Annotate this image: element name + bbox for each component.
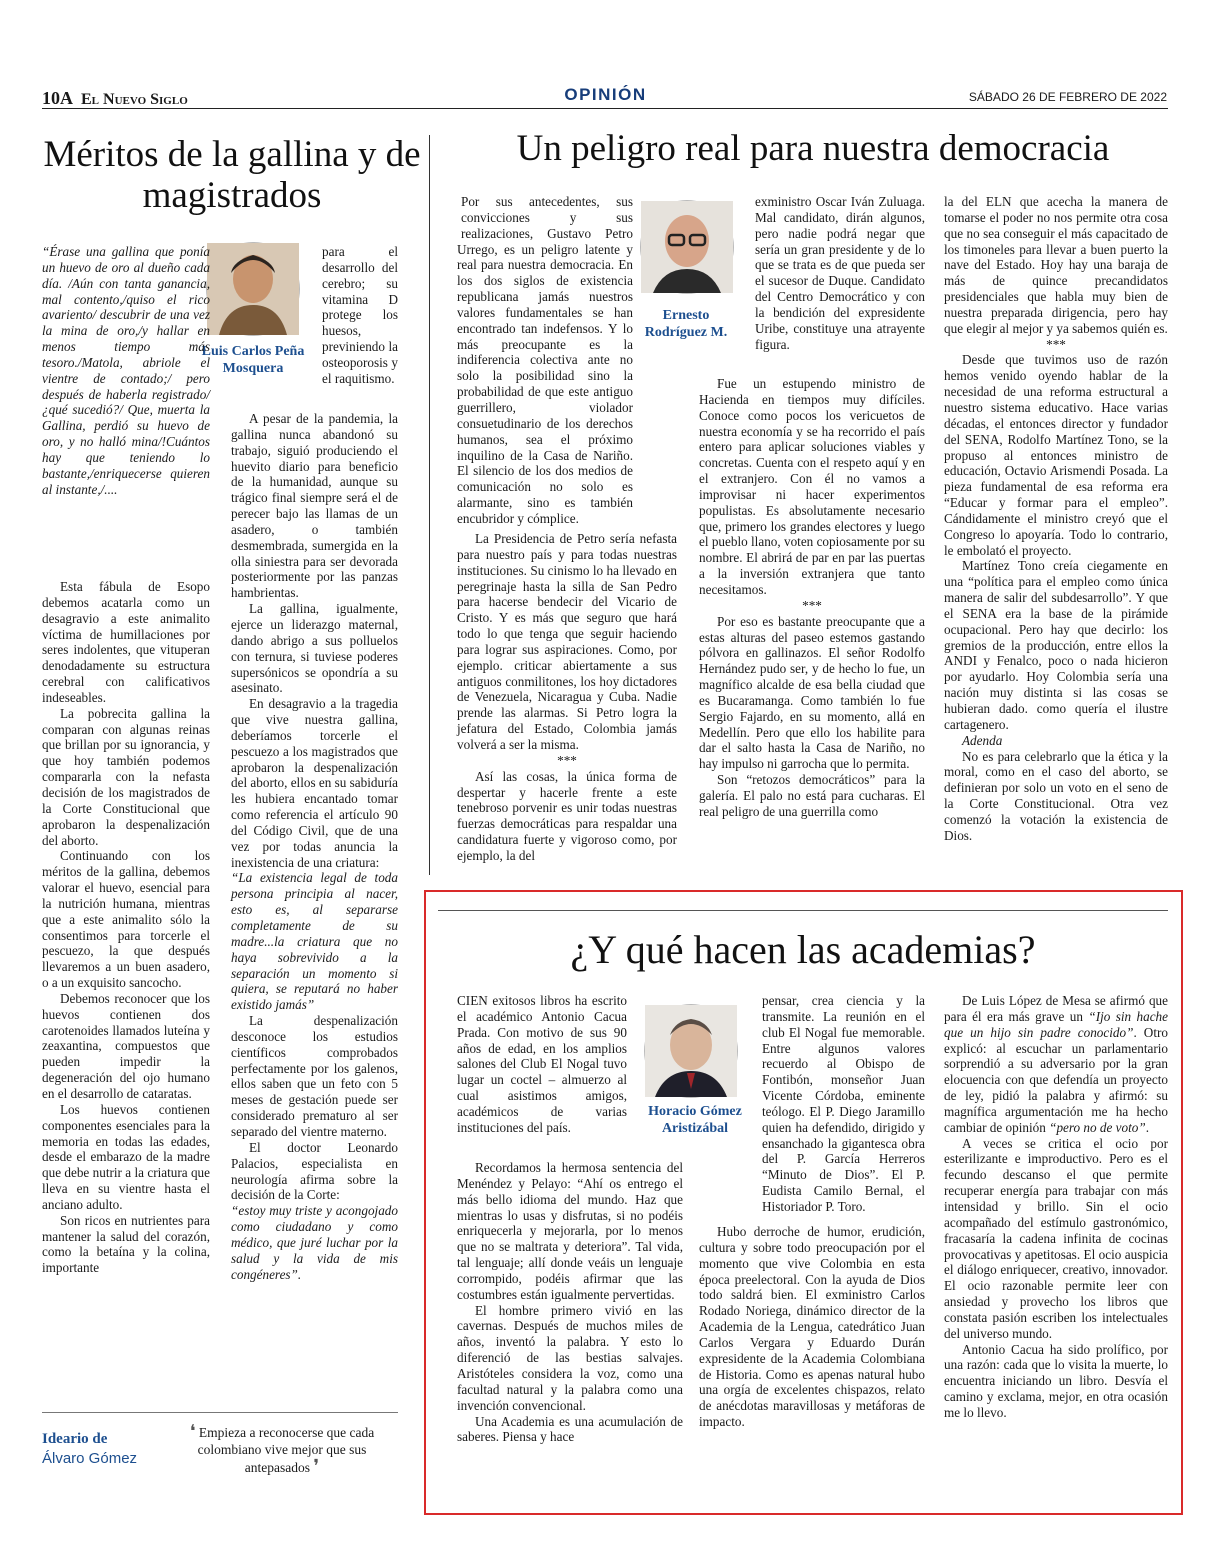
- paragraph-lead: CIEN exitosos libros ha escrito el académico Antonio Cacua Prada. Con motivo de sus 90 años de edad, en los amplios salones del Club El Nogal tuvo lugar un coctel – almuerzo al cual asistimos amigos, académicos de varias instituciones del país.: [457, 993, 627, 1135]
- portrait-icon: [645, 1005, 737, 1097]
- portrait-icon: [207, 243, 299, 335]
- article-left-col1: [42, 386, 210, 1404]
- paragraph: Una Academia es una acumulación de saberes. Piensa y hace: [457, 1413, 683, 1445]
- separator: ***: [802, 597, 822, 613]
- paragraph: Debemos reconocer que los huevos contienen dos carotenoides llamados luteína y zeaxantina, compuestos que pueden impedir la degeneración del ojo humano en el desarrollo de cataratas.: [42, 990, 210, 1101]
- issue-date: SÁBADO 26 DE FEBRERO DE 2022: [968, 90, 1167, 104]
- civil-code-quote: “La existencia legal de toda persona principia al nacer, esto es, al separarse completamente de su madre...la criatura que no haya sobrevivido a la separación un momento si quiera, se reputará no haber existido jamás”: [231, 870, 398, 1013]
- article-bottom-col1: [457, 1160, 683, 1480]
- ideario-name: Álvaro Gómez: [42, 1450, 138, 1467]
- article-bottom-author: Horacio Gómez Aristizábal: [648, 1104, 742, 1136]
- paragraph: A pesar de la pandemia, la gallina nunca abandonó su trabajo, siguió produciendo el huevito diario para beneficio de la humanidad, aunque su trágico final siempre será el de perecer bajo las llamas de un asadero, o también desmembrada, sumergida en la olla siniestra para ser devorada posteriormente por las panzas hambrientas.: [231, 411, 398, 601]
- article-left-quote-top: [42, 244, 210, 497]
- paragraph: La gallina, igualmente, ejerce un liderazgo maternal, dando abrigo a sus polluelos con ternura, si tuviese poderes supersónicos se opondría a su asesinato.: [231, 601, 398, 696]
- paragraph: En desagravio a la tragedia que vive nuestra gallina, deberíamos torcerle el pescuezo a los magistrados que aprobaron la despenalización del aborto, ellos en su sabiduría les hubiera encantado tomar como referencia el artículo 90 del Código Civil, que de una vez por todas anuncia la inexistencia de una criatura:: [231, 696, 399, 870]
- palacios-quote: “estoy muy triste y acongojado como ciudadano y como médico, que juré luchar por la salud y la vida de mis congéneres”.: [231, 1203, 398, 1282]
- section-title: OPINIÓN: [564, 85, 647, 104]
- column-divider: [429, 135, 430, 875]
- paragraph: De Luis López de Mesa se afirmó que para él era más grave un “Ijo sin hache que un hijo sin padre conocido”. Otro explicó: al escuchar un parlamentario sorprendió a su adversario por la gran elocuencia con que defendía un proyecto de ley, pidió la palabra y afirmó: su magnífica argumentación me ha hecho cambiar de opinión “pero no de voto”.: [944, 993, 1168, 1135]
- article-bottom-col2-top: [762, 993, 925, 1214]
- article-right-col2: [699, 376, 925, 894]
- masthead: El Nuevo Siglo: [81, 91, 188, 108]
- article-bottom-col1-top: [457, 993, 627, 1163]
- quote-mark-close-icon: ❜: [313, 1456, 320, 1476]
- article-bottom-title: ¿Y qué hacen las academias?: [570, 927, 1036, 972]
- article-bottom-col2: [699, 1160, 925, 1480]
- paragraph: para el desarrollo del cerebro; su vitamina D protege los huesos, previniendo la osteoporosis y el raquitismo.: [322, 244, 398, 386]
- paragraph: El hombre primero vivió en las cavernas. Después de muchos miles de años, inventó la palabra. Y esto lo diferenció de las bestias salvajes. Aristóteles considera la voz, como una facultad natural y la palabra como una invención convencional.: [457, 1302, 683, 1413]
- quote-mark-open-icon: ❛: [189, 1421, 196, 1441]
- paragraph: Continuando con los méritos de la gallina, debemos valorar el huevo, esencial para la nutrición humana, mientras que a este animalito sólo la consentimos para torcerle el pescuezo, la que después llevaremos a un buen asadero, o a un exquisito sancocho.: [42, 848, 210, 991]
- paragraph: Los huevos contienen componentes esenciales para la memoria en todas las edades, desde el embarazo de la madre que debe nutrir a la criatura que lleva en su vientre hasta el anciano adulto.: [42, 1101, 210, 1212]
- paragraph: A veces se critica el ocio por esterilizante e improductivo. Pero es el fecundo descanso el que permite recuperar energía para trabajar con más intensidad y brillo. Sin el ocio acompañado del estímulo gastronómico, fracasaría la cadena infinita de cocinas provocativas y apetitosas. El ocio auspicia el diálogo enriquecer, creativo, innovador. El ocio razonable permite leer con ansiedad y provecho los libros que constata pasión escriben los intelectuales del universo mundo.: [944, 1135, 1168, 1341]
- article-left-title: Méritos de la gallina y de magistrados: [43, 134, 421, 217]
- ideario-quote: [172, 1423, 392, 1476]
- article-bottom-col3: [944, 993, 1168, 1480]
- paragraph: Desde que tuvimos uso de razón hemos venido oyendo hablar de la necesidad de una reforma estructural a nuestro sistema educativo. Hace varias décadas, el entonces director y fundador del SENA, Rodolfo Martínez Tono, se la propuso al entonces ministro de educación, Octavio Arismendi Posada. La pieza fundamental de esa reforma era “Educar y formar para el empleo”. Cándidamente el ministro creyó que el Congreso lo apoyaría. Todo lo contrario, le embolató el proyecto.: [944, 352, 1168, 558]
- ideario-title: Ideario de: [42, 1431, 108, 1447]
- page-number: 10A: [42, 88, 73, 108]
- article-right-title: Un peligro real para nuestra democracia: [516, 128, 1110, 169]
- ideario-rule: [42, 1412, 398, 1413]
- paragraph: El doctor Leonardo Palacios, especialista en neurología afirma sobre la decisión de la Corte:: [231, 1139, 398, 1203]
- paragraph: pensar, crea ciencia y la transmite. La reunión en el club El Nogal fue memorable. Entre algunos valores recuerdo al Obispo de Fontibón, monseñor Juan Vicente Córdoba, eminente teólogo. El P. Diego Jaramillo quien ha defendido, dirigido y ensanchado la gigantesca obra del P. García Herreros “Minuto de Dios”. El P. Eudista Camilo Bernal, el Historiador P. Toro.: [762, 993, 925, 1214]
- ideario-quote-text: Empieza a reconocerse que cada colombiano vive mejor que sus antepasados: [197, 1425, 375, 1475]
- paragraph: La Presidencia de Petro sería nefasta para nuestro país y para todas nuestras instituciones. Su cinismo lo ha llevado en peregrinaje hasta la silla de San Pedro para hacerse bendecir del Vicario de Cristo. Y es más que seguro que hará todo lo que tenga que seguir haciendo para lograr sus aspiraciones. Como, por ejemplo. criticar abiertamente a sus antiguos conmilitones, los hoy dictadores de Venezuela, Nicaragua y Cuba. Nadie prende las alarmas. Si Petro logra la jefatura del Estado, Colombia jamás volverá a ser la misma.: [457, 531, 677, 752]
- paragraph: Son “retozos democráticos” para la galería. El palo no está para cucharas. El real peligro de una guerrilla como: [699, 772, 925, 819]
- paragraph: La pobrecita gallina la comparan con algunas reinas que brillan por su ignorancia, y que hoy también podemos compararla con la nefasta decisión de los magistrados de la Corte Constitucional que aprobaron la despenalización del aborto.: [42, 705, 210, 848]
- paragraph: exministro Oscar Iván Zuluaga. Mal candidato, dirán algunos, pero nadie podrá negar que sería un gran presidente y de lo que se trata es de que pueda ser el sucesor de Duque. Candidato del Centro Democrático y con la bendición del expresidente Uribe, constituye una atrayente figura.: [755, 194, 925, 352]
- paragraph: La despenalización desconoce los estudios científicos comprobados perfectamente por los galenos, ellos saben que un feto con 5 meses de gestación puede ser considerado prematuro al ser separado del vientre materno.: [231, 1013, 398, 1139]
- paragraph: Hubo derroche de humor, erudición, cultura y sobre todo preocupación por el momento que vive Colombia en esta época preelectoral. Con la ayuda de Dios todo saldrá bien. El exministro Carlos Rodado Noriega, dinámico director de la Academia de la Lengua, catedrático Juan Carlos Vergara y Eduardo Durán expresidente de la Academia Colombiana de Historia. Como es apenas natural hubo una orgía de excelentes chispazos, relato de anécdotas maravillosas y metáforas de impacto.: [699, 1224, 925, 1430]
- separator: ***: [1046, 336, 1066, 352]
- article-right-author: Ernesto Rodríguez M.: [644, 308, 728, 340]
- article-right-col2-top: [755, 194, 925, 374]
- author-portrait: [644, 1004, 738, 1098]
- separator: ***: [557, 752, 577, 768]
- paragraph: la del ELN que acecha la manera de tomarse el poder no nos permite otra cosa que no sea conseguir el más capacitado de los timoneles para llevar a buen puerto la nave del Estado. Hoy hay una baraja de más de quince precandidatos presidenciales que habla muy bien de nuestra preparada dirigencia, pero hay que elegir al mejor y ya sabemos quién es.: [944, 194, 1168, 336]
- paragraph-lead: Por sus antecedentes, sus convicciones y sus realizaciones, Gustavo Petro Urrego, es un peligro latente y real para nuestra democracia. En los dos siglos de existencia republicana jamás nuestros valores fundamentales se han encontrado tan indefensos. Y lo más preocupante es la indiferencia colectiva ante no solo la posibilidad sino la probabilidad de que este antiguo guerrillero, violador consuetudinario de los derechos humanos, sea el próximo inquilino de la Casa de Nariño. El silencio de los dos medios de comunicación no solo es alarmante, sino es también encubridor y cómplice.: [457, 194, 633, 526]
- paragraph: Esta fábula de Esopo debemos acatarla como un desagravio a este animalito víctima de humillaciones por seres indolentes, que vituperan denodadamente su estructura cerebral con calificativos indeseables.: [42, 579, 210, 705]
- article-left-col2-top: [322, 244, 398, 404]
- fable-quote: “Érase una gallina que ponía un huevo de oro al dueño cada día. /Aún con tanta ganancia, mal contento,/quiso el rico avariento/ descubrir de una vez la mina de oro,/y hallar en menos tiempo más tesoro./Matola, abriole el vientre de contado;/ pero después de haberla registrado/¿qué sucedió?/ Que, muerta la Gallina, perdió su huevo de oro, y no halló mina/!Cuántos hay que teniendo lo bastante,/enriquecerse quieren al instante,/....: [42, 244, 210, 497]
- article-left-col2: [231, 411, 398, 1406]
- paragraph: Antonio Cacua ha sido prolífico, por una razón: cada que lo visita la muerte, lo encuentra iniciando un libro. Desvía el camino y exclama, mejor, en otra ocasión me lo llevo.: [944, 1341, 1168, 1420]
- article-right-col3: [944, 194, 1168, 894]
- paragraph: Así las cosas, la única forma de despertar y hacerle frente a este tenebroso porvenir es unir todas nuestras fuerzas democráticas para respaldar una candidatura fuerte y vigoroso como, por ejemplo, la del: [457, 768, 677, 863]
- header-rule: [42, 108, 1168, 109]
- adenda-label: Adenda: [962, 732, 1003, 748]
- author-portrait: [206, 242, 300, 336]
- paragraph: Martínez Tono creía ciegamente en una “política para el empleo como única manera de salir del subdesarrollo”. Y que el SENA era la base de la pirámide ocupacional. Pero hay que decirlo: los gremios de la producción, entre ellos la ANDI y Fenalco, poco o nada hicieron por ayudarlo. Hoy Colombia sería una nación muy distinta si las cosas se hubieran dado. como quería el ilustre cartagenero.: [944, 558, 1168, 732]
- article-left-author: Luis Carlos Peña Mosquera: [201, 344, 305, 376]
- article-right-col1: [457, 194, 677, 894]
- paragraph: Fue un estupendo ministro de Hacienda en tiempos muy difíciles. Conoce como pocos los vericuetos de nuestra economía y se ha recorrido el país entero para aplicar soluciones viables y concretas. Cuenta con el respeto aquí y en el extranjero. Con él no vamos a improvisar ni hacer experimentos populistas. Es absolutamente necesario que, primero los grandes electores y luego el pueblo llano, voten copiosamente por su nombre. El abrirá de par en par las puertas a la inversión extranjera que tanto necesitamos.: [699, 376, 925, 597]
- paragraph: No es para celebrarlo que la ética y la moral, como en el caso del aborto, se definieran por solo un voto en el seno de la Corte Constitucional. Otra vez comenzó la votación la existencia de Dios.: [944, 748, 1168, 843]
- paragraph: Por eso es bastante preocupante que a estas alturas del paseo estemos gastando pólvora en gallinazos. El señor Rodolfo Hernández pudo ser, y de hecho lo fue, un magnífico alcalde de esa bella ciudad que es Bucaramanga. Como también lo fue Sergio Fajardo, en su momento, allá en Medellín. Pero que ello los habilite para dar el salto hasta la Casa de Nariño, no hay impulso ni garrocha que lo permita.: [699, 613, 925, 772]
- paragraph: Recordamos la hermosa sentencia del Menéndez y Pelayo: “Ahí os entrego el más bello idioma del mundo. Haz que mientras lo usas y disfrutas, si no podéis enriquecerla y mejorarla, por lo menos que no se maltrata y deteriora”. Tal vida, tal lenguaje; allí donde veáis un lenguaje corrompido, podéis afirmar que las costumbres están igualmente pervertidas.: [457, 1160, 683, 1302]
- paragraph: Son ricos en nutrientes para mantener la salud del corazón, como la betaína y la colina, importante: [42, 1212, 210, 1276]
